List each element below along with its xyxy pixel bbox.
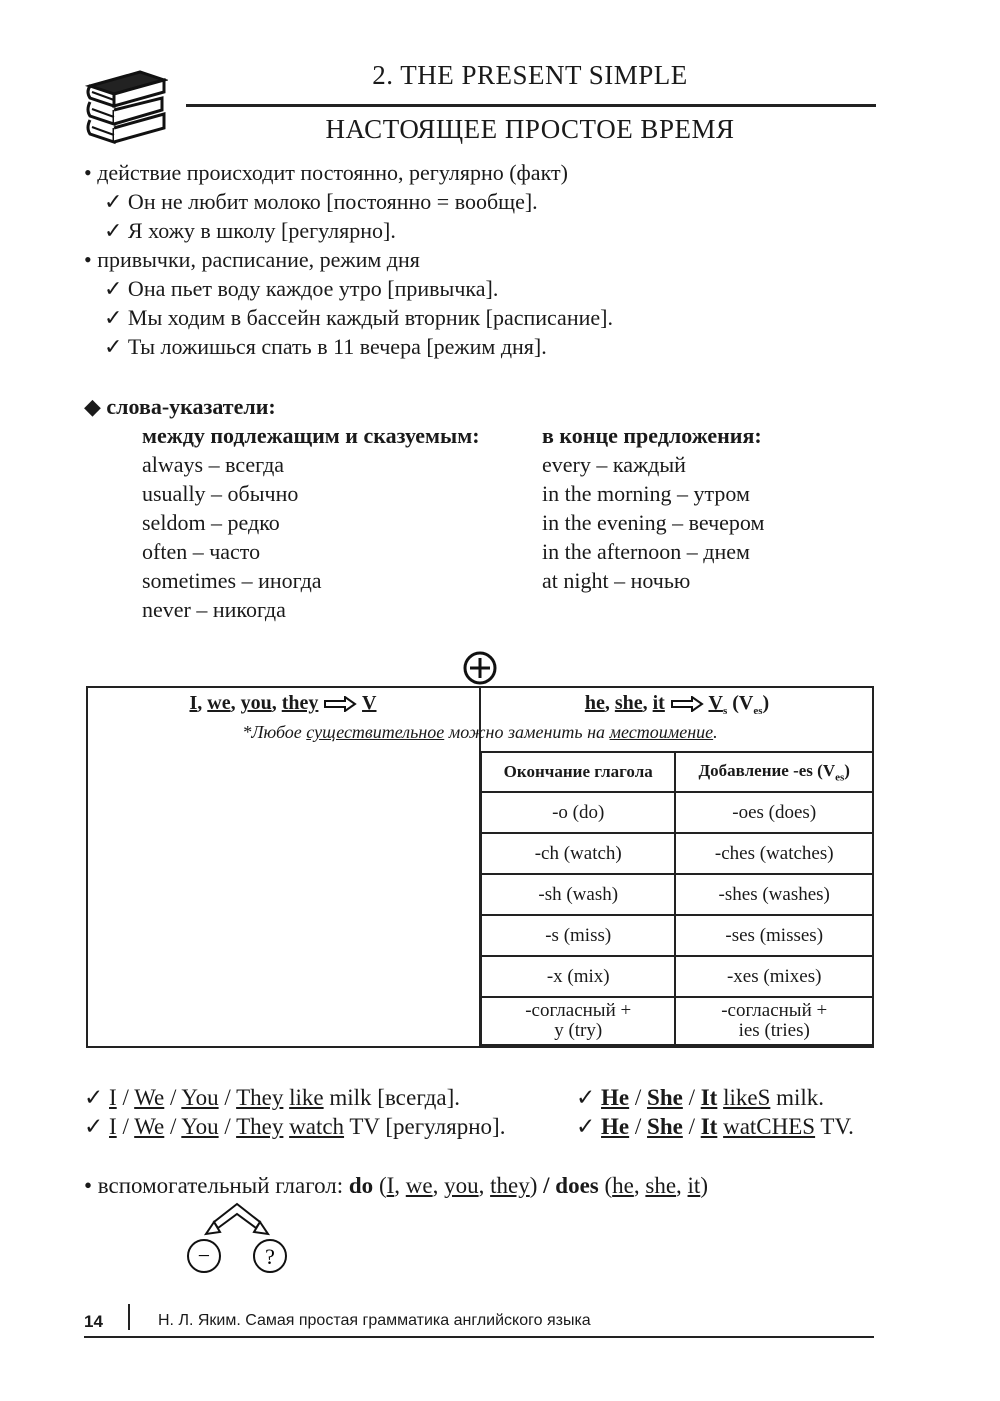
usage-line: ✓ Мы ходим в бассейн каждый вторник [расписание].: [104, 305, 613, 330]
markers-left-heading: между подлежащим и сказуемым:: [142, 423, 480, 448]
verb-s: $V_s$: [708, 692, 728, 717]
footer-book-title: Н. Л. Яким. Самая простая грамматика английского языка: [158, 1312, 591, 1329]
result-cell: -xes (mixes): [675, 956, 873, 997]
ending-cell: -sh (wash): [481, 874, 675, 915]
marker-item: at night – ночью: [542, 568, 691, 593]
result-cell: -согласный + ies (tries): [675, 997, 873, 1045]
usage-line: ✓ Она пьет воду каждое утро [привычка].: [104, 276, 499, 301]
table-note: *Любое существительное можно заменить на местоимение.: [242, 722, 718, 742]
pronoun: it: [652, 692, 665, 714]
verb-es: $(V_{es})$: [732, 692, 770, 717]
marker-item: never – никогда: [142, 597, 286, 622]
arrow-right-icon: [323, 696, 357, 712]
endings-table: [480, 751, 874, 1046]
footer-rule: [84, 1336, 874, 1338]
auxiliary-verb-line: • вспомогательный глагол: do (I, we, you, they) / does (he, she, it): [84, 1173, 708, 1198]
ending-cell: -согласный + y (try): [481, 997, 675, 1045]
examples-singular: [576, 1083, 854, 1141]
example-line: ✓ I / We / You / They watch TV [регулярно].: [84, 1114, 506, 1139]
ending-cell: -x (mix): [481, 956, 675, 997]
page-subtitle: НАСТОЯЩЕЕ ПРОСТОЕ ВРЕМЯ: [325, 114, 735, 144]
marker-item: often – часто: [142, 539, 261, 564]
page-number: 14: [84, 1312, 103, 1331]
usage-line: • действие происходит постоянно, регулярно (факт): [84, 160, 568, 185]
question-symbol: ?: [265, 1244, 275, 1269]
examples-plural: [84, 1083, 505, 1141]
usage-line: ✓ Он не любит молоко [постоянно = вообще].: [104, 189, 538, 214]
page-title: 2. THE PRESENT SIMPLE: [372, 60, 688, 90]
plural-pronouns-header: I, we, you, they V: [189, 692, 377, 714]
result-cell: -shes (washes): [675, 874, 873, 915]
pronoun: I: [189, 692, 198, 714]
result-cell: -oes (does): [675, 792, 873, 833]
example-line: ✓ He / She / It watCHES TV.: [576, 1114, 854, 1139]
marker-item: sometimes – иногда: [142, 568, 322, 593]
markers-right-heading: в конце предложения:: [542, 423, 762, 448]
marker-item: seldom – редко: [142, 510, 280, 535]
title-rule: [186, 104, 876, 107]
markers-right-column: [542, 421, 764, 595]
result-cell: -ses (misses): [675, 915, 873, 956]
verb-base: V: [362, 692, 377, 714]
result-cell: -ches (watches): [675, 833, 873, 874]
negative-question-diagram: [184, 1198, 290, 1278]
example-line: ✓ I / We / You / They like milk [всегда].: [84, 1085, 460, 1110]
books-stack-icon: [84, 66, 168, 146]
marker-item: usually – обычно: [142, 481, 299, 506]
markers-heading: ◆ слова-указатели:: [84, 394, 276, 419]
pronoun: they: [281, 692, 319, 714]
marker-item: in the afternoon – днем: [542, 539, 750, 564]
marker-item: always – всегда: [142, 452, 285, 477]
footer-divider: [128, 1304, 130, 1330]
plus-circle-icon: [462, 650, 498, 686]
usage-line: ✓ Ты ложишься спать в 11 вечера [режим дня].: [104, 334, 547, 359]
example-line: ✓ He / She / It likeS milk.: [576, 1085, 825, 1110]
markers-left-column: [142, 421, 480, 624]
pronoun: he: [584, 692, 605, 714]
ending-cell: -ch (watch): [481, 833, 675, 874]
usage-line: • привычки, расписание, режим дня: [84, 247, 420, 272]
minus-symbol: −: [197, 1243, 211, 1268]
endings-col-header: Окончание глагола: [481, 752, 675, 792]
marker-item: in the morning – утром: [542, 481, 750, 506]
pronoun: you: [240, 692, 272, 714]
marker-item: every – каждый: [542, 452, 686, 477]
ending-cell: -s (miss): [481, 915, 675, 956]
pronoun: she: [614, 692, 643, 714]
marker-item: in the evening – вечером: [542, 510, 765, 535]
pronoun: we: [207, 692, 231, 714]
usage-line: ✓ Я хожу в школу [регулярно].: [104, 218, 396, 243]
ending-cell: -o (do): [481, 792, 675, 833]
endings-col-header: Добавление -es $(V_{es})$: [675, 752, 873, 792]
usage-list: [84, 158, 613, 361]
arrow-right-icon: [670, 696, 704, 712]
singular-pronouns-header: he, she, it $V_s$ $(V_{es})$: [584, 692, 770, 717]
